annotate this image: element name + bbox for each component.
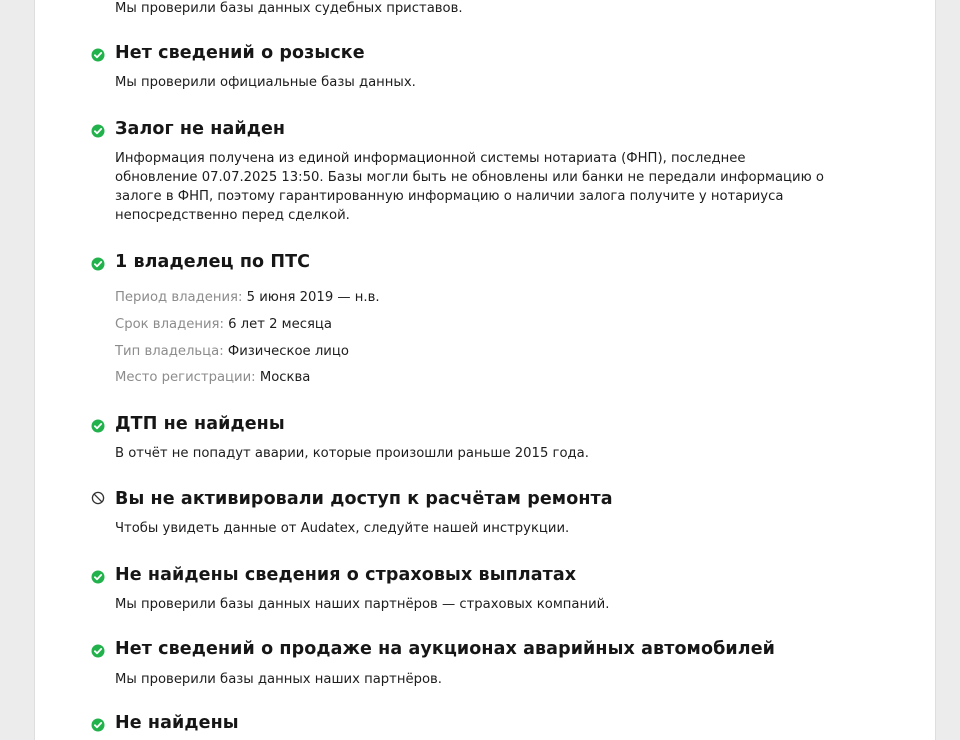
pledge-description-line: обновление 07.07.2025 13:50. Базы могли быть не обновлены или банки не передали информацию о bbox=[115, 170, 824, 185]
ownership-period-label: Период владения: bbox=[115, 290, 243, 305]
ownership-duration-value: 6 лет 2 месяца bbox=[228, 317, 332, 332]
ownership-period-value: 5 июня 2019 — н.в. bbox=[246, 290, 380, 305]
check-circle-icon bbox=[91, 48, 105, 62]
pledge-description-line: Информация получена из единой информационной системы нотариата (ФНП), последнее bbox=[115, 151, 746, 166]
check-circle-icon bbox=[91, 257, 105, 271]
check-circle-icon bbox=[91, 419, 105, 433]
wanted-title: Нет сведений о розыске bbox=[115, 43, 365, 63]
owner-type-value: Физическое лицо bbox=[227, 344, 349, 359]
check-circle-icon bbox=[91, 124, 105, 138]
owners-title: 1 владелец по ПТС bbox=[115, 252, 311, 272]
check-circle-icon bbox=[91, 644, 105, 658]
pledge-title: Залог не найден bbox=[115, 119, 286, 139]
check-circle-icon bbox=[91, 570, 105, 584]
registration-place-row bbox=[115, 370, 310, 385]
check-circle-icon bbox=[91, 718, 105, 732]
insurance-title: Не найдены сведения о страховых выплатах bbox=[115, 565, 577, 585]
insurance-description: Мы проверили базы данных наших партнёров — страховых компаний. bbox=[115, 597, 610, 612]
owner-type-row bbox=[115, 344, 349, 359]
auctions-description: Мы проверили базы данных наших партнёров. bbox=[115, 672, 442, 687]
accidents-title: ДТП не найдены bbox=[115, 414, 285, 434]
ownership-duration-row bbox=[115, 317, 332, 332]
blocked-circle-icon bbox=[91, 491, 105, 505]
ownership-duration-label: Срок владения: bbox=[115, 317, 224, 332]
report-card bbox=[34, 0, 936, 740]
owner-type-label: Тип владельца: bbox=[115, 344, 224, 359]
wanted-description: Мы проверили официальные базы данных. bbox=[115, 75, 416, 90]
next-section-title: Не найдены bbox=[115, 713, 239, 733]
repairs-title: Вы не активировали доступ к расчётам ремонта bbox=[115, 489, 613, 509]
auctions-title: Нет сведений о продаже на аукционах аварийных автомобилей bbox=[115, 639, 776, 659]
pledge-description-line: залоге в ФНП, поэтому гарантированную информацию о наличии залога получите у нотариуса bbox=[115, 189, 784, 204]
accidents-description: В отчёт не попадут аварии, которые произошли раньше 2015 года. bbox=[115, 446, 589, 461]
registration-place-label: Место регистрации: bbox=[115, 370, 256, 385]
pledge-description-line: непосредственно перед сделкой. bbox=[115, 208, 350, 223]
registration-place-value: Москва bbox=[259, 370, 311, 385]
repairs-description: Чтобы увидеть данные от Audatex, следуйте нашей инструкции. bbox=[115, 521, 570, 536]
ownership-period-row bbox=[115, 290, 380, 305]
bailiffs-description: Мы проверили базы данных судебных приставов. bbox=[115, 1, 463, 16]
